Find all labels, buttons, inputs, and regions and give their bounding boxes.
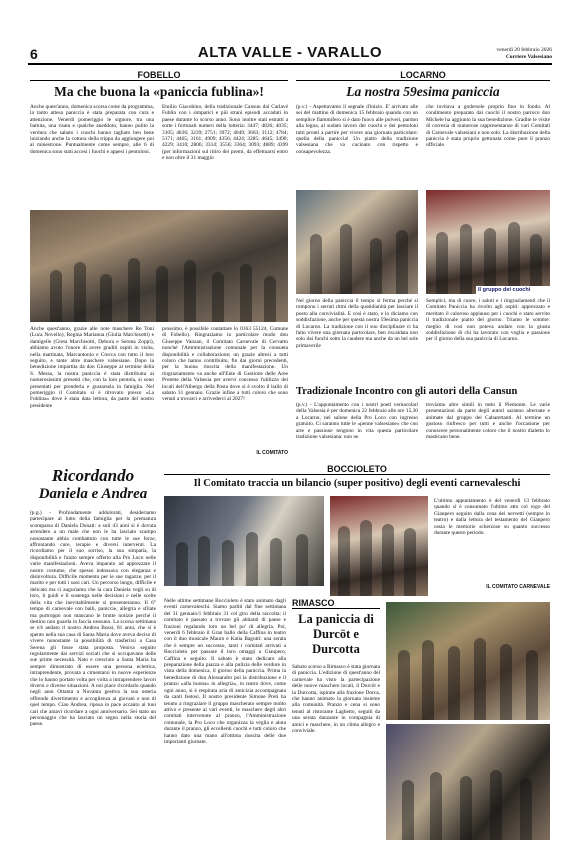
- cansun-headline: Tradizionale Incontro con gli autori della Cansun: [296, 386, 518, 397]
- boccioleto-column-1: Nelle ultime settimane Boccioleto è stato animato dagli eventi carnevaleschi. Siamo partiti dal fine settimana del 31 gennaio/1 febbraio 31 col giro della raccolta: il comitato è passato a trovare gli abitanti di paese e frazioni regalando loro un bel po' di allegria. Poi, venerdì 6 febbraio il Gran ballo della Caffina in teatro con il duo musicale Mauro e Katia Baguttì: una serata che è sempre un successo, tanti i comitati arrivati a Boccioleto per passare il loro omaggi a Gianpero, Caffina e seguito. Il sabato è stato dedicato alla preparazione della piazza e alla pulizia delle verdure in vista della domenica, il giorno della paniccia. Prima la benedizione di don Alessandro poi la distribuzione e il pranzo «alla buona» in allegria», in teatro dove, come ogni anno, si è respirata aria di amicizia accompagnata da canti festosi. Il nostro presidente Simone Preti ha tenuto a ringraziare il gruppo mascherato sempre molto attivo e presente ai vari eventi, le maschere degli altri comitati intervenute al pranzo, l'Amministrazione comunale, la Pro Loco che organizza la veglia e aiuta durante il pranzo, gli eccellenti cuochi e tutti coloro che hanno dato una mano all'ottima riuscita delle due importanti giornate.: [164, 598, 286, 745]
- locarno-column-1: (p.v.) - Aspettavamo il segnale d'inizio. E' arrivato alle sei del mattino di domenica 15 febbraio quando con un semplice fiammifero si è dato fuoco alle polveri, pardon alla legna, al sudato lavoro dei cuochi e dei pentoloni tutti pronti a partire per vivere una giornata particolare: quella della paniccia! Un piatto della tradizione valsesiana che va cucinato con rispetto e consapevolezza.: [296, 104, 418, 155]
- issue-date: venerdì 20 febbraio 2026: [496, 47, 552, 53]
- rimasco-text: Sabato scorso a Rimasco è stata giornata di paniccia. L'edizione di quest'anno del carnevale ha visto la partecipazione delle nuove maschere locali, il Durcöt e la Durcotta, ispirate alla frazione Dorca, che hanno animato la giornata insieme alla comunità. Pranzo e cena si sono tenuti al ristorante Laghetto, seguiti da una serata danzante in compagnia di amici e maschere, in un clima allegro e conviviale.: [292, 664, 380, 735]
- ricordando-headline-line1: Ricordando: [51, 466, 135, 485]
- page-number: 6: [30, 46, 38, 62]
- boccioleto-section-tag: BOCCIOLETO: [164, 464, 550, 475]
- locarno-photo-cooks: [426, 190, 550, 294]
- header-rule: [28, 63, 552, 65]
- fobello-signature: IL COMITATO: [256, 450, 288, 456]
- fobello-column-4: prossimo, è possibile contattare lo 0163 55124, Comune di Fobello). Ringraziamo in particolare modo don Giuseppe Vanzan, il Comitato Carnevale di Cervatto nonché l'Amministrazione comunale per la consueta disponibilità e collaborazione; un grazie altresì a tutti coloro che hanno contribuito, fin dai giorni precedenti, per la buona riuscita della manifestazione. Un ringraziamento va anche all'Ente di Gestione delle Aree Protette della Valsesia per avervi concesso l'utilizzo dei locali dell'Albergo della Posta dove si è svolto il ballo di sabato 31 gennaio. Grazie infine a tutti coloro che sono venuti a trovarci e arrivederci al 2027!: [162, 326, 288, 403]
- rimasco-photo-dinner: [386, 724, 550, 840]
- locarno-photo-fire: [296, 190, 418, 294]
- locarno-column-4: Semplici, ma di cuore, i saluti e i ringraziamenti che il Comitato Paniccia ha rivolto agli ospiti: apprezzato e meritato il caloroso applauso per i cuochi e stato servito il tradizionale piatto del giorno. Triamo le somme: meglio di così non poteva andare con la giusta soddisfazione di chi ha lavorato con voglia e passione per il giorno della sua paniccia di Locarno.: [426, 298, 550, 343]
- publication-name: Corriere Valsesiano: [505, 54, 552, 60]
- boccioleto-side-text: L'ultimo appuntamento è del venerdì 13 febbraio quando si è consumato l'ultimo atto col rogo del Gianpero seguito dalla cena dei nervetti (sempre in teatro) e dalla lettura del testamento del Gianpero ossia le memorie scherzose su quanto successo durante questo periodo.: [434, 498, 550, 537]
- fobello-section-tag: FOBELLO: [30, 70, 288, 81]
- boccioleto-photo-masks: [330, 496, 428, 596]
- locarno-headline: La nostra 59esima paniccia: [346, 84, 500, 99]
- rimasco-headline: La paniccia di Durcöt e Durcotta: [298, 612, 374, 656]
- locarno-photo-caption: Il gruppo dei cuochi: [476, 286, 550, 294]
- boccioleto-signature: IL COMITATO CARNEVALE: [486, 584, 550, 590]
- boccioleto-photo-stage: [164, 496, 324, 586]
- ricordando-headline-line2: Daniela e Andrea: [38, 486, 148, 502]
- fobello-column-1: Anche quest'anno, domenica scorsa come da programma, la tanto attesa paniccia è stata preparata con cura e attenzione. Venerdì pomeriggio le signore, tra una battuta, una risata e qualche aneddoto, hanno pulito la verdura che sabato i cuochi hanno tagliato ben bene iniziando anche la cottura della trippa da aggiungere poi al minestrone. Puntualmente come sempre, alle 6 di domenica sono stati accesi i fuochi e appesi i pentoloni.: [30, 104, 154, 155]
- locarno-column-2: che invitava a godersele proprio fino in fondo. Al condimento preparato dai cuochi il nostro parroco don Michele ha aggiunto la sua benedizione. Gradite le visite di corresia di numerose rappresentanze di vari Comitati di Carnevale valsesiani e non solo. La distribuzione della paniccia è stata proprio gettonata come pure il pranzo ufficiale.: [426, 104, 550, 149]
- fobello-column-3: Anche quest'anno, grazie alle note maschere Re Toni (Luca Novello), Regina Marianna (Giulia Marchisotti) e damigelle (Greta Marchisotti, Debora e Serena Zoppi), abbiamo avuto l'onore di avere graditi ospiti in visita, nella mattinata, Marcantonio e Crecca con tutto il loro seguito, e tante altre maschere valsesiane. Dopo la benedizione impartita da don Giuseppe al termine della S. Messa, la nostra paniccia è stata distribuita ai numerosissimi presenti che, con la loro pentola, si sono presentati per prenderla e gustarsela in famiglia. Nel pomeriggio il Comitato si è ritrovato presso «La Fublina» dove è stata data lettura, da parte del nostro presidente: [30, 326, 154, 409]
- rimasco-section-tag: RIMASCO: [292, 598, 380, 609]
- ricordando-text: (p.g.) - Profondamente addolorati, desideriamo partecipare al lutto della famiglia per la prematura scomparsa di Daniela Donati: a soli 43 anni si è dovuta arrendere a un male che non le ha lasciato scampo nonostante abbia combattuto con tutte le sue forze, affrontando cure, terapie e diversi interventi. La ricordiamo per il suo sorriso, la sua simpatia, la disponibilità e l'aiuto sempre offerto alla Pro Loco nelle varie manifestazioni. Aveva imparato ad apprezzare il nostro costume, che spesso indossava con eleganza e disinvoltura. Difficile momento per le sue ragazze, per il marito e per tutti i suoi cari. Un percorso lungo, difficile e delicato ma ci auguriamo che la cara Daniela vegli su di loro, li guidi e li sostenga nelle decisioni e nelle scelte della vita che inevitabilmente si presenteranno. Il 6° tempo di carnevale con balli, paniccie, allegria e sfilate ma purtroppo non mancano le brutte notizie perché il destino non guarda in faccia nessuno. La scorsa settimana se n'è andato il nostro Andrea Bossi, 81 anni, che si è spento nella sua casa di Santa Maria dove aveva deciso di vivere nonostante la possibilità di trasferirsi a Casa Serena gli fosse stata proposta. Veniva seguito regolarmente dai servizi sociali che si occupavano delle sue prime necessità. Nato e cresciuto a Santa Maria ha sempre dimostrato di essere una persona eclettica, intraprendente, provata a cimentarsi in nuove esperienze che lo hanno portato volta per volta a intraprendere lavori diversi e diverse situazioni. A noi piace ricordarlo quando negli anni Ottanta a Novanta gestiva la sua osteria offrendo divertimento e accoglienza ai giovani e non di quel tempo. Ciao Andrea, riposa in pace accanto ai tuoi cari che amavi ricordare a ogni anniversario. Sei stato un personaggio che ha lasciato un segno nella storia del paese.: [30, 510, 156, 728]
- rimasco-photo-group: [386, 602, 550, 720]
- locarno-section-tag: LOCARNO: [296, 70, 550, 81]
- locarno-column-3: Nel giorno della paniccia il tempo si ferma perché si rompono i serrati ritmi della quotidianità per lasciare il posto alla convivialità. E così è stato, e lo diciamo con soddisfazione, anche per questa nostra 59esima paniccia di Locarno. La tradizione con il suo disciplinare ci ha fatto vivere una giornata particolare, ben riscaldata non solo dai fuochi sotto la caudere ma anche da un bel sole primaverile: [296, 298, 418, 349]
- fobello-headline: Ma che buona la «paniccia fublina»!: [54, 84, 264, 99]
- cansun-column-1: (p.v.) - L'appuntamento con i nostri poeti vernacolari della Valsesia è per domenica 22 febbraio alle ore 15,30 a Locarno, nel salone della Pro Loco con ingresso gratuito. Ci saranno tutte le «penne valsesiane» che con arte e passione tengono in vita questa particolare tradizione valsesiana: non ne: [296, 402, 418, 441]
- boccioleto-headline: Il Comitato traccia un bilancio (super positivo) degli eventi carnevaleschi: [193, 478, 521, 489]
- cansun-column-2: troviamo altre simili in tutto il Piemonte. Le varie presentazioni da parte degli autori saranno alternate e animate dal gruppo dei Cabarettanti. Al termine un gustoso rinfresco per tutti e anche l'occasione per conoscere personalmente coloro che il nostro dialetto lo masticano bene.: [426, 402, 550, 441]
- fobello-photo: [30, 210, 288, 322]
- fobello-column-2: Emilio Giacobino, della tradizionale Cansun dal Carlavé Fublin con i simpatici e più strani episodi accaduti in paese durante lo scorso anno. Sono inoltre stati estratti a sorte i fortunati numeri della lotteria: 3447; 4826; 4035; 3105; 4836; 3239; 2751; 3972; 4049; 3663; 3112; 4784; 5171; 4465; 3161; 4909; 4356; 4424; 3285; 4645; 3490; 4229; 3410; 2806; 3314; 3556; 3364; 3093; 4889; 4399 (per informazioni sul ritiro dei premi, da effettuarsi entro e non oltre il 31 maggio: [162, 104, 288, 162]
- section-title: ALTA VALLE - VARALLO: [197, 44, 383, 61]
